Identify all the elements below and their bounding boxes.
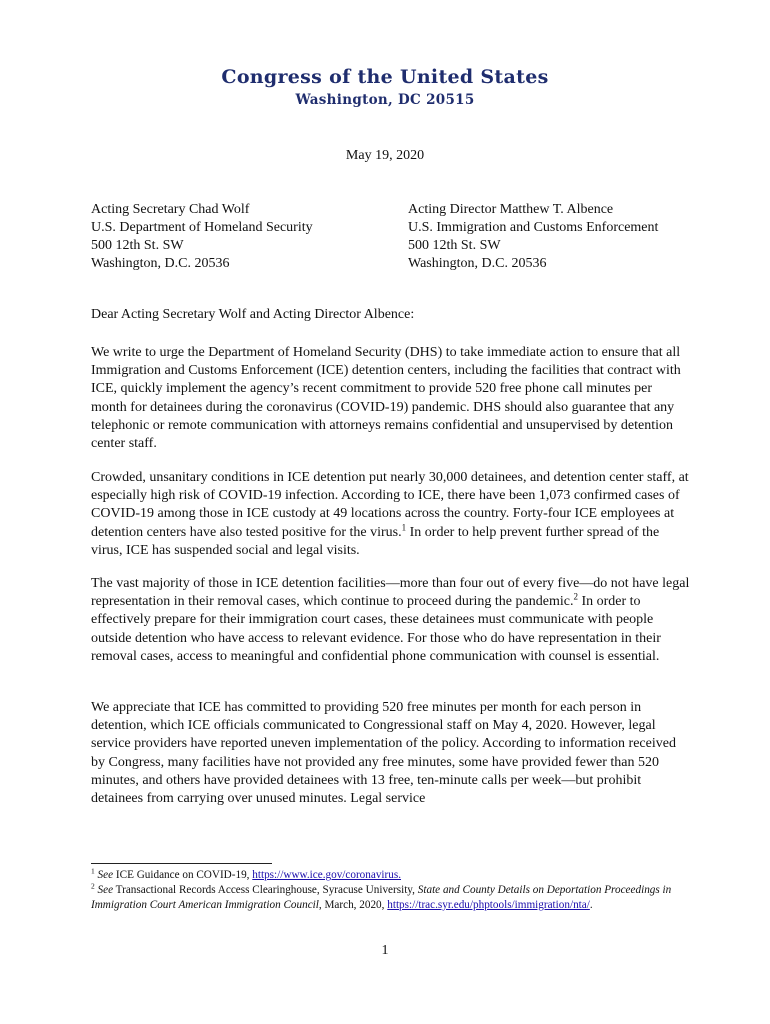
footnote-text: , March, 2020, (318, 899, 388, 911)
body-paragraph-2 (91, 469, 691, 560)
footnote-ref-2[interactable]: 2 (573, 591, 578, 602)
paragraph-text: The vast majority of those in ICE detention facilities—more than four out of every five—do not have legal representation in their removal cases, which continue to proceed during the pandemic. (91, 576, 690, 610)
footnote-2 (91, 883, 691, 913)
footnote-text: ICE Guidance on COVID-19, (113, 869, 253, 881)
address-line: 500 12th St. SW (408, 238, 501, 253)
address-line: Acting Secretary Chad Wolf (91, 202, 250, 217)
footnote-see: See (97, 869, 114, 881)
letterhead-title: Congress of the United States (221, 66, 549, 88)
body-paragraph-1: We write to urge the Department of Homeland Security (DHS) to take immediate action to ensure that all Immigration and Customs Enforcement (ICE) detention centers, including the facilities that contract with ICE, quickly implement the agency’s recent commitment to provide 520 free phone call minutes per month for detainees during the coronavirus (COVID-19) pandemic. DHS should also guarantee that any telephonic or remote communication with attorneys remains confidential and unsupervised by detention center staff. (91, 345, 681, 452)
recipient-address-right (408, 201, 658, 273)
letter-date: May 19, 2020 (345, 148, 425, 163)
address-line: 500 12th St. SW (91, 238, 184, 253)
body-paragraph-3 (91, 575, 691, 666)
footnote-1 (91, 868, 691, 883)
body-paragraph-4: We appreciate that ICE has committed to providing 520 free minutes per month for each person in detention, which ICE officials communicated to Congressional staff on May 4, 2020. However, legal service providers have reported uneven implementation of the policy. According to information received by Congress, many facilities have not provided any free minutes, some have provided fewer than 520 minutes, and others have provided detainees with 13 free, ten-minute calls per week—but prohibit detainees from carrying over unused minutes. Legal service (91, 700, 676, 807)
footnote-divider (91, 863, 272, 864)
footnote-end: . (589, 899, 593, 911)
address-line: Washington, D.C. 20536 (408, 256, 547, 271)
paragraph-text: Crowded, unsanitary conditions in ICE detention put nearly 30,000 detainees, and detention center staff, at especially high risk of COVID-19 infection. According to ICE, there have been 1,073 confirmed cases of COVID-19 among those in ICE custody at 49 locations across the country. Forty-four ICE employees at detention centers have also tested positive for the virus. (91, 470, 689, 540)
footnotes (91, 868, 691, 913)
address-line: U.S. Department of Homeland Security (91, 220, 313, 235)
footnote-see: See (97, 884, 114, 896)
address-line: U.S. Immigration and Customs Enforcement (408, 220, 659, 235)
address-line: Acting Director Matthew T. Albence (408, 202, 614, 217)
salutation: Dear Acting Secretary Wolf and Acting Director Albence: (91, 307, 415, 322)
footnote-link[interactable]: https://trac.syr.edu/phptools/immigration/nta/ (387, 899, 590, 911)
recipient-address-left (91, 201, 313, 273)
paragraph-text: In order to help prevent further spread of the virus, ICE has suspended social and legal visits. (91, 524, 660, 558)
paragraph-text: In order to effectively prepare for their immigration court cases, these detainees must communicate with people outside detention who have access to relevant evidence. For those who do have representation in their removal cases, access to meaningful and confidential phone communication with counsel is essential. (91, 594, 661, 664)
footnote-link[interactable]: https://www.ice.gov/coronavirus. (252, 869, 402, 881)
footnote-number: 1 (91, 866, 95, 876)
page-number: 1 (381, 943, 389, 958)
footnote-title: State and County Details on Deportation Proceedings in Immigration Court American Immigration Council (91, 884, 672, 911)
letterhead-subtitle: Washington, DC 20515 (295, 92, 475, 108)
footnote-text: Transactional Records Access Clearinghouse, Syracuse University, (113, 884, 418, 896)
footnote-number: 2 (91, 881, 95, 891)
footnote-ref-1[interactable]: 1 (401, 521, 407, 532)
address-line: Washington, D.C. 20536 (91, 256, 230, 271)
